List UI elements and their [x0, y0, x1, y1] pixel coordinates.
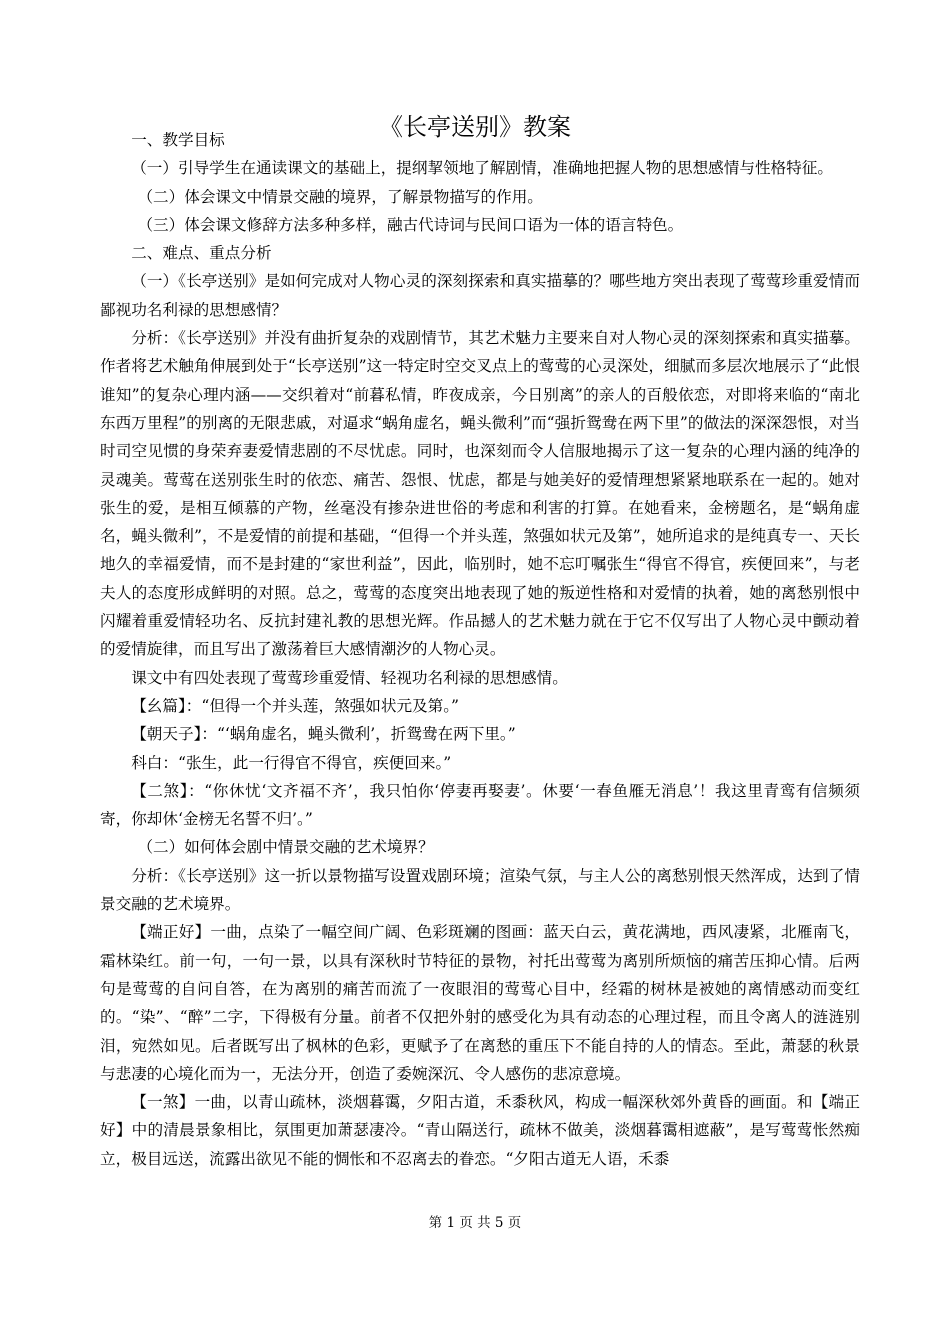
section-heading-key-points: 二、难点、重点分析 — [131, 244, 272, 263]
duanzhenghao-paragraph: 【端正好】一曲，点染了一幅空间广阔、色彩斑斓的图画：蓝天白云，黄花满地，西风凄紧，北雁南飞，霜林染红。前一句，一句一景，以具有深秋时节特征的景物，衬托出莺莺为离别所烦恼的痛苦压抑心情。后两句是莺莺的自问自答，在为离别的痛苦而流了一夜眼泪的莺莺心目中，经霜的树林是被她的离情感动而变红的。“染”、“醉”二字，下得极有分量。前者不仅把外射的感受化为具有动态的心理过程，而且令离人的涟涟别泪，宛然如见。后者既写出了枫林的色彩，更赋予了在离愁的重压下不能自持的人的情态。至此，萧瑟的秋景与悲凄的心境化而为一，无法分开，创造了委婉深沉、令人感伤的悲凉意境。 — [100, 923, 860, 1083]
quote-kebai: 科白：“张生，此一行得官不得官，疾便回来。” — [131, 753, 452, 772]
section-heading-teaching-goals: 一、教学目标 — [131, 131, 225, 149]
four-places-intro: 课文中有四处表现了莺莺珍重爱情、轻视功名利禄的思想感情。 — [131, 668, 568, 687]
yisha-paragraph: 【一煞】一曲，以青山疏林，淡烟暮霭，夕阳古道，禾黍秋风，构成一幅深秋郊外黄昏的画面。和【端正好】中的清晨景象相比，氛围更加萧瑟凄冷。“青山隔送行，疏林不做美，淡烟暮霭相遮蔽”，是写莺莺怅然痴立，极目远送，流露出欲见不能的惆怅和不忍离去的眷恋。“夕阳古道无人语，禾黍 — [100, 1093, 860, 1168]
analysis-1-paragraph: 分析：《长亭送别》并没有曲折复杂的戏剧情节，其艺术魅力主要来自对人物心灵的深刻探索和真实描摹。作者将艺术触角伸展到处于“长亭送别”这一特定时空交叉点上的莺莺的心灵深处，细腻而多层次地展示了“此恨谁知”的复杂心理内涵——交织着对“前暮私情，昨夜成亲，今日别离”的亲人的百般依恋，对即将来临的“南北东西万里程”的别离的无限悲戚，对逼求“蜗角虚名，蝇头微利”而“强折鸳鸯在两下里”的做法的深深怨恨，对当时司空见惯的身荣弃妻爱情悲剧的不尽忧虑。同时，也深刻而令人信服地揭示了这一复杂的心理内涵的纯净的灵魂美。莺莺在送别张生时的依恋、痛苦、怨恨、忧虑，都是与她美好的爱情理想紧紧地联系在一起的。她对张生的爱，是相互倾慕的产物，丝毫没有掺杂进世俗的考虑和利害的打算。在她看来，金榜题名，是“蜗角虚名，蝇头微利”，不是爱情的前提和基础，“但得一个并头莲，煞强如状元及第”，她所追求的是纯真专一、天长地久的幸福爱情，而不是封建的“家世利益”，因此，临别时，她不忘叮嘱张生“得官不得官，疾便回来”，与老夫人的态度形成鲜明的对照。总之，莺莺的态度突出地表现了她的叛逆性格和对爱情的执着，她的离愁别恨中闪耀着重爱情轻功名、反抗封建礼教的思想光辉。作品撼人的艺术魅力就在于它不仅写出了人物心灵中颤动着的爱情旋律，而且写出了激荡着巨大感情潮汐的人物心灵。 — [100, 329, 860, 659]
question-2-paragraph: （二）如何体会剧中情景交融的艺术境界？ — [137, 838, 434, 857]
goal-3-paragraph: （三）体会课文修辞方法多种多样，融古代诗词与民间口语为一体的语言特色。 — [137, 215, 684, 234]
quote-chaotianzi: 【朝天子】：“‘蜗角虚名，蝇头微利’，折鸳鸯在两下里。” — [131, 725, 516, 744]
goal-1-paragraph: （一）引导学生在通读课文的基础上，提纲挈领地了解剧情，准确地把握人物的思想感情与性格特征。 — [131, 159, 833, 178]
goal-2-paragraph: （二）体会课文中情景交融的境界，了解景物描写的作用。 — [137, 187, 543, 206]
document-title: 《长亭送别》教案 — [379, 113, 571, 142]
page-footer: 第 1 页 共 5 页 — [428, 1215, 522, 1231]
question-1-paragraph: （一）《长亭送别》是如何完成对人物心灵的深刻探索和真实描摹的？哪些地方突出表现了莺莺珍重爱情而鄙视功名利禄的思想感情？ — [100, 272, 860, 319]
quote-ersha: 【二煞】：“你休忧‘文齐福不齐’，我只怕你‘停妻再娶妻’。休要‘一春鱼雁无消息’！我这里青鸾有信频须寄，你却休‘金榜无名誓不归’。” — [100, 781, 860, 829]
analysis-2-paragraph: 分析：《长亭送别》这一折以景物描写设置戏剧环境；渲染气氛，与主人公的离愁别恨天然浑成，达到了情景交融的艺术境界。 — [100, 866, 860, 914]
document-body — [100, 126, 860, 1173]
quote-yaopian: 【幺篇】：“但得一个并头莲，煞强如状元及第。” — [131, 696, 460, 715]
